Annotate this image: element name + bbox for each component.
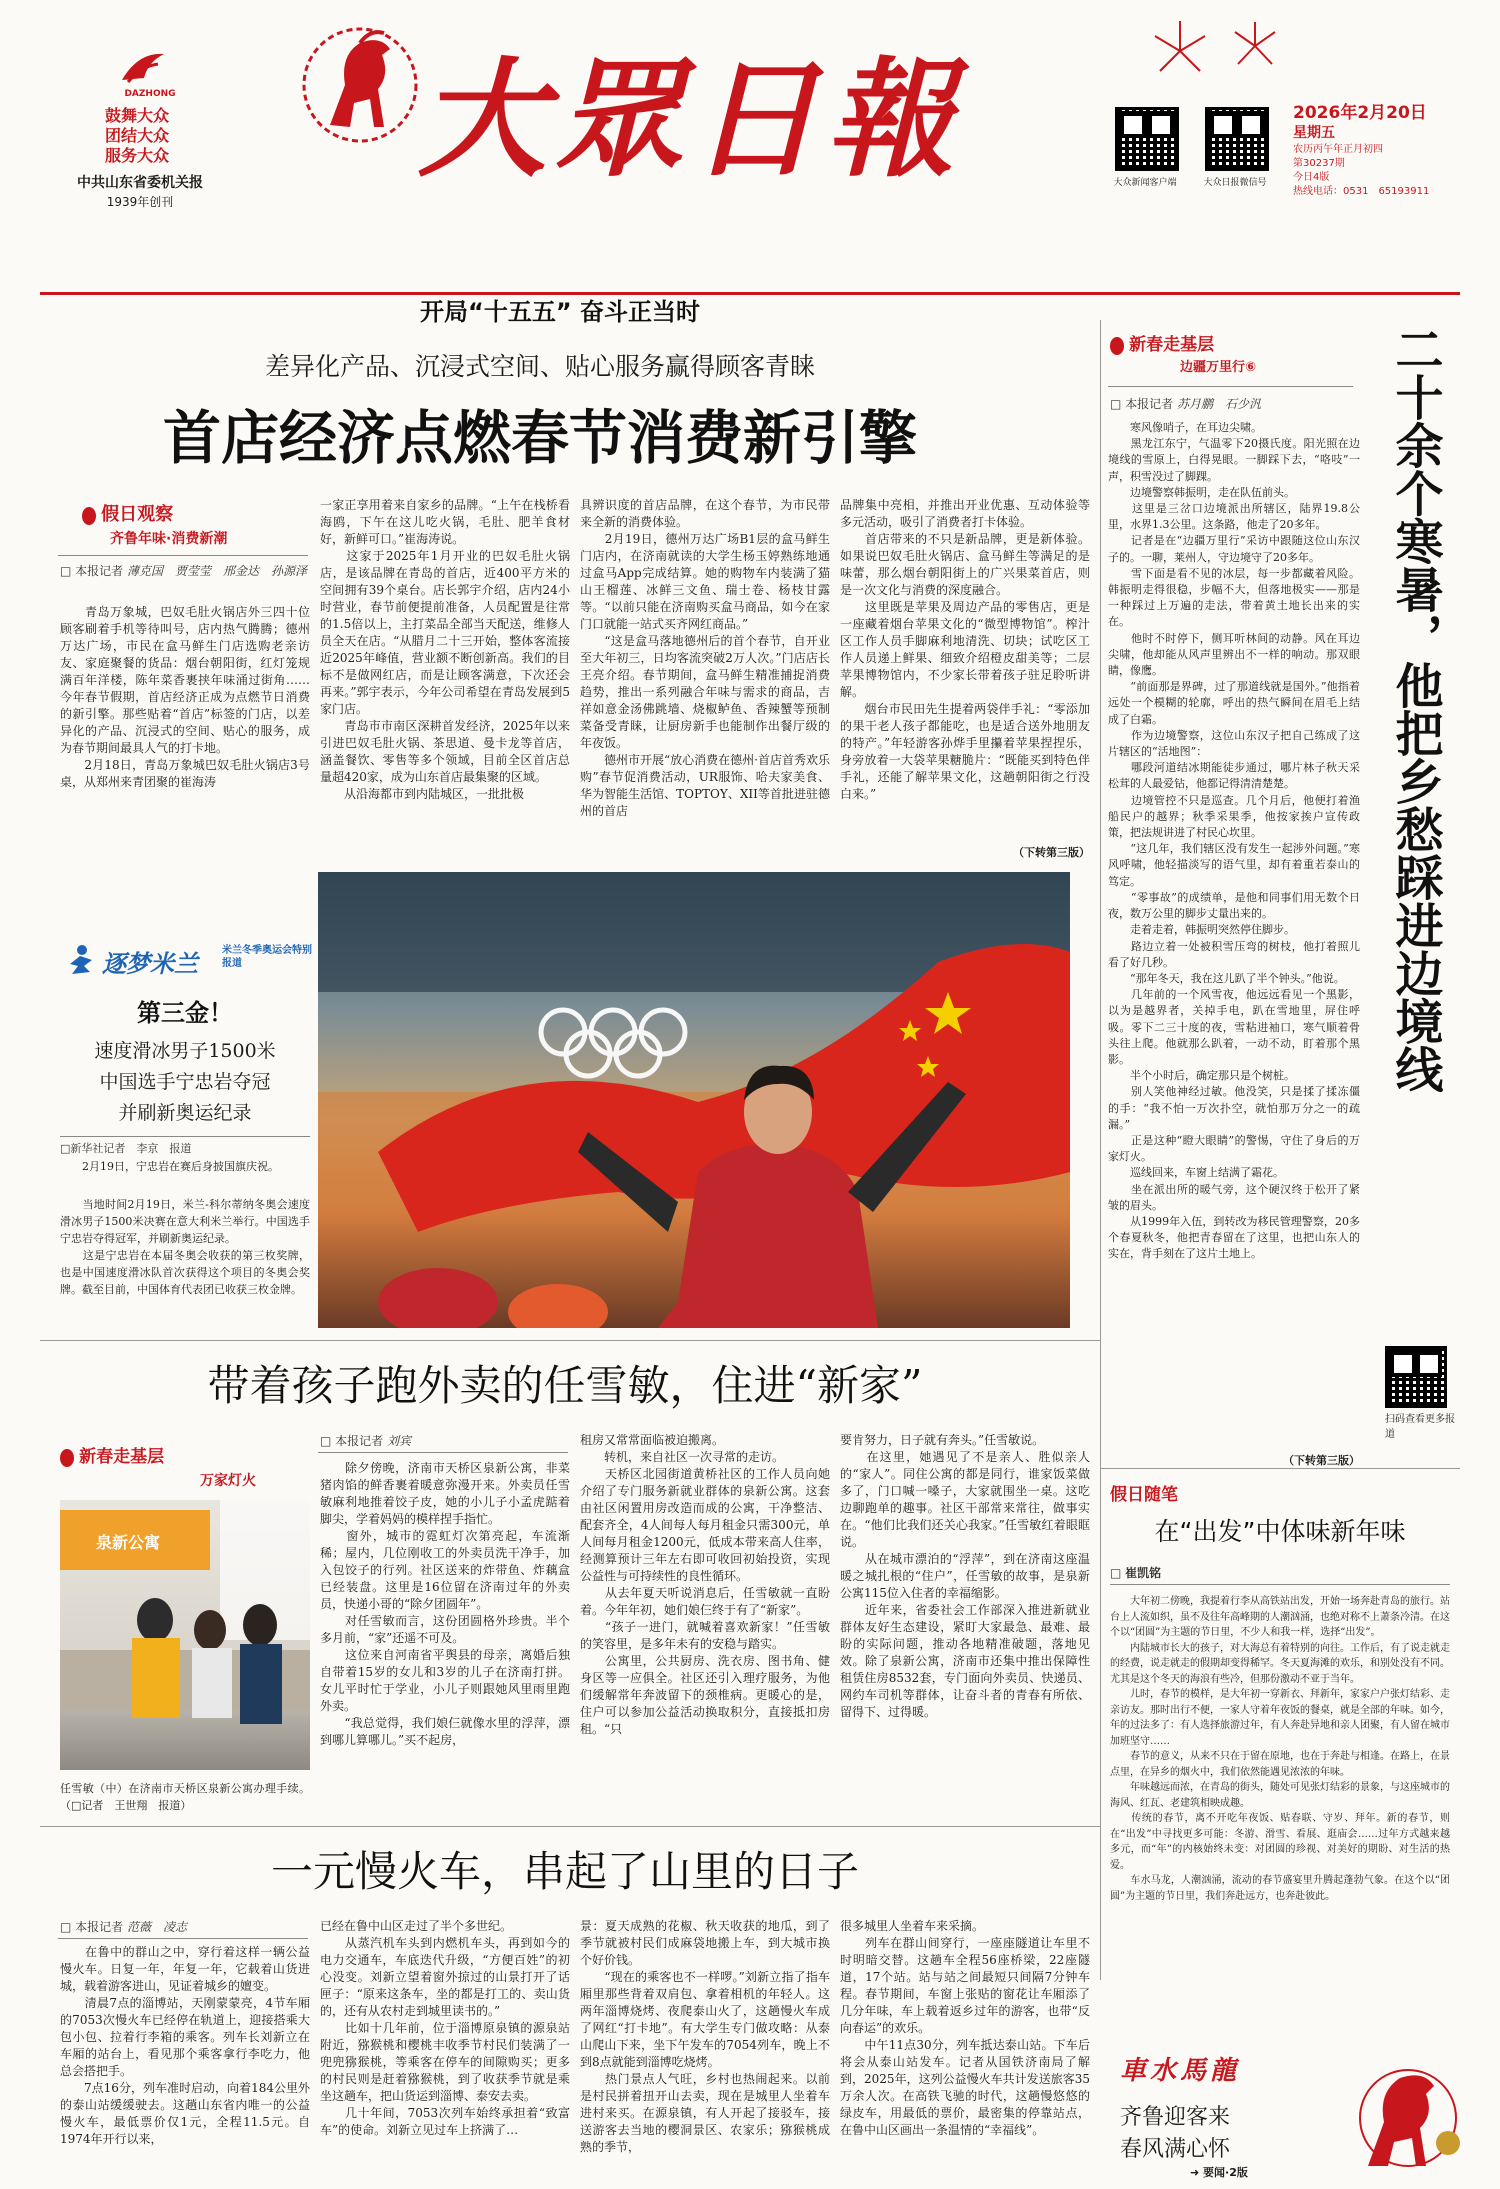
- qr-app-label: 大众新闻客户端: [1113, 178, 1177, 188]
- date-block: [1293, 102, 1463, 199]
- train-byline: [60, 1918, 310, 1935]
- lunar-date: 农历丙午年正月初四: [1293, 144, 1383, 155]
- date: 2026年2月20日: [1293, 103, 1427, 123]
- lantern-icon: [82, 507, 96, 525]
- frontier-tag-rule: [1108, 386, 1353, 387]
- delivery-column-tag: [60, 1442, 300, 1467]
- lead-byline-label: □ 本报记者: [60, 564, 124, 578]
- train-byline-rule: [58, 1938, 308, 1939]
- olympics-deck-2: 中国选手宁忠岩夺冠: [99, 1071, 271, 1093]
- masthead: [0, 0, 1500, 290]
- frontier-qr-code[interactable]: [1385, 1346, 1447, 1408]
- holiday-column-tag: 假日随笔: [1110, 1485, 1178, 1505]
- delivery-column-tag-label: 新春走基层: [79, 1447, 165, 1467]
- olympics-deck: [60, 1036, 310, 1129]
- lead-col-3: 具辨识度的首店品牌，在这个春节，为市民带来全新的消费体验。 2月19日，德州万达广场B1层的盒马鲜生门店内，在济南就读的大学生杨玉婷熟练地通过盒马App完成结算。她的购物车内装满了猫山王榴莲、冰鲜三文鱼、瑞士卷、杨枝甘露等。“以前只能在济南购买盒马商品，如今在家门口就能一站式买齐网红商品。” “这是盒马落地德州后的首个春节，自开业至大年初三，日均客流突破2万人次。”门店店长王亮介绍。春节期间，盒马鲜生精准捕捉消费趋势，推出一系列融合年味与需求的商品，吉祥如意金汤佛跳墙、烧椒鲈鱼、香辣蟹等预制菜备受青睐，让厨房新手也能制作出餐厅级的年夜饭。 德州市开展“放心消费在德州·首店首秀欢乐购”春节促消费活动，UR服饰、哈夫家美食、华为智能生活馆、TOPTOY、XII等首批进驻德州的首店: [580, 498, 830, 818]
- slogan-2: 团结大众: [104, 126, 169, 145]
- lantern-icon: [60, 1449, 74, 1467]
- promo-block: [1100, 2048, 1470, 2178]
- holiday-byline: [1110, 1564, 1450, 1581]
- mid-rule-right: [1100, 1468, 1460, 1469]
- slogan-3: 服务大众: [104, 146, 169, 165]
- delivery-photo-caption: 任雪敏（中）在济南市天桥区泉新公寓办理手续。（□记者 王世翔 报道）: [60, 1782, 310, 1812]
- olympics-title: 第三金！: [137, 999, 233, 1027]
- promo-jump[interactable]: [1190, 2164, 1248, 2180]
- masthead-title: 大眾日報: [417, 45, 962, 195]
- lantern-icon: [1110, 337, 1124, 355]
- lead-tag-rule: [58, 555, 308, 556]
- weekday: 星期五: [1293, 125, 1335, 141]
- olympics-deck-1: 速度滑冰男子1500米: [94, 1040, 276, 1062]
- delivery-byline-label: □ 本报记者: [320, 1434, 384, 1448]
- delivery-title: 带着孩子跑外卖的任雪敏，住进“新家”: [207, 1361, 923, 1410]
- train-rule: [40, 1826, 1100, 1827]
- hotline: [1293, 185, 1463, 199]
- holiday-byline-names: 崔凯铭: [1125, 1566, 1162, 1580]
- photo-caption: 2月19日，宁忠岩在赛后身披国旗庆祝。: [60, 1160, 279, 1173]
- qr-wechat-label: 大众日报微信号: [1203, 178, 1267, 188]
- organ-line: 中共山东省委机关报: [77, 175, 203, 191]
- olympics-banner-sub: 米兰冬季奥运会特别报道: [222, 945, 312, 969]
- qr-code-app[interactable]: [1115, 107, 1179, 171]
- train-col-3: 景：夏天成熟的花椒、秋天收获的地瓜，到了季节就被村民们成麻袋地搬上车，到大城市换个好价钱。 “现在的乘客也不一样啰。”刘新立指了指车厢里那些背着双肩包、拿着相机的年轻人。这两年淄博烧烤、夜爬泰山火了，这趟慢火车成了网红“打卡地”。有大学生专门做攻略：从泰山爬山下来，坐下午发车的7054列车，晚上不到8点就能到淄博吃烧烤。 热门景点人气旺，乡村也热闹起来。以前是村民拼着扭开山去卖，现在是城里人坐着车进村来买。在源泉镇，有人开起了接驳车，接送游客去当地的樱洞景区、农家乐；猕猴桃成熟的季节，: [580, 1919, 830, 2154]
- lead-byline-names: 薄克国 贾莹莹 邢金达 孙源泽: [126, 564, 307, 578]
- lead-col-4: 品牌集中亮相，并推出开业优惠、互动体验等多元活动，吸引了消费者打卡体验。 首店带来的不只是新品牌，更是新体验。如果说巴奴毛肚火锅店、盒马鲜生等满足的是味蕾，那么烟台朝阳街上的广兴果菜首店，则是一次文化与消费的深度融合。 这里既是苹果及周边产品的零售店，更是一座藏着烟台苹果文化的“微型博物馆”。榨汁区工作人员手脚麻利地清洗、切块；试吃区工作人员递上鲜果、细致介绍橙皮甜美等；二层苹果博物馆内，不少家长带着孩子驻足聆听讲解。 烟台市民田先生提着两袋伴手礼：“零添加的果干老人孩子都能吃，也是适合送外地朋友的特产。”年轻游客孙烨手里攥着苹果捏捏乐，身旁放着一大袋苹果糖脆片：“既能买到特色伴手礼，还能了解苹果文化，这趟朝阳街之行没白来。”: [840, 498, 1090, 801]
- lead-subhead: 差异化产品、沉浸式空间、贴心服务赢得顾客青睐: [264, 352, 815, 381]
- fireworks-ornament: [1140, 16, 1300, 86]
- lead-column-tag: [82, 500, 292, 526]
- frontier-column-tag-label: 新春走基层: [1129, 335, 1215, 355]
- delivery-col-1: 除夕傍晚，济南市天桥区泉新公寓，非菜猪肉馅的鲜香裹着暖意弥漫开来。外卖员任雪敏麻利地推着饺子皮，她的小儿子小孟虎踮着脚尖，学着妈妈的模样捏手指忙。 窗外，城市的霓虹灯次第亮起，车流渐稀；屋内，几位刚收工的外卖员洗干净手，加入包饺子的行列。社区送来的炸带鱼、炸藕盒已经装盘。这里是16位留在济南过年的外卖员，快递小哥的“除夕团圆年”。 对任雪敏而言，这份团圆格外珍贵。半个多月前，“家”还遥不可及。 这位来自河南省平舆县的母亲，离婚后独自带着15岁的女儿和3岁的儿子在济南打拼。女儿平时忙于学业，小儿子则跟她风里雨里跑外卖。 “我总觉得，我们娘仨就像水里的浮萍，漂到哪儿算哪儿。”买不起房，: [320, 1461, 570, 1747]
- frontier-continue: （下转第三版）: [1283, 1454, 1360, 1467]
- olympic-rings-icon: [541, 1010, 685, 1076]
- holiday-byline-label: □: [1110, 1566, 1122, 1580]
- lead-kicker: 开局“十五五” 奋斗正当时: [420, 298, 700, 326]
- olympics-rule: [60, 1136, 310, 1137]
- page-count: 今日4版: [1293, 172, 1330, 183]
- brand-en: DAZHONG: [124, 89, 176, 99]
- right-column-divider: [1100, 320, 1101, 1980]
- frontier-byline: [1110, 395, 1355, 412]
- olympics-body: 当地时间2月19日，米兰-科尔蒂纳冬奥会速度滑冰男子1500米决赛在意大利米兰举行。中国选手宁忠岩夺得冠军，并刷新奥运纪录。 这是宁忠岩在本届冬奥会收获的第三枚奖牌，也是中国速度滑冰队首次获得这个项目的冬奥会奖牌。截至目前，中国体育代表团已收获三枚金牌。: [60, 1198, 310, 1296]
- frontier-column-tag: [1110, 330, 1330, 355]
- arrow-right-icon: ➜: [1190, 2166, 1204, 2179]
- frontier-column-sub: 边疆万里行⑥: [1180, 360, 1257, 375]
- hero-photo-svg: [318, 872, 1070, 1328]
- slogans: [82, 106, 192, 166]
- holiday-body: 大年初二傍晚，我提着行李从高铁站出发，开始一场奔赴青岛的旅行。站台上人流如织，虽不及往年高峰期的人潮汹涌，也绝对称不上萧条冷清。在这个以“团圆”为主题的节日里，不少人和我一样，选择“出发”。 内陆城市长大的孩子，对大海总有着特别的向往。工作后，有了说走就走的经费，说走就走的假期却变得稀罕。冬天夏海滩的欢乐，和别处没有不同。尤其是这个冬天的海浪有些冷，但那份激动不亚于当年。 儿时，春节的模样，是大年初一穿新衣、拜新年，家家户户张灯结彩、走亲访友。那时出行不便，一家人守着年夜饭的餐桌，就是全部的年味。如今，年的过法多了：有人选择旅游过年，有人奔赴异地和亲人团聚，有人留在城市加班坚守…… 春节的意义，从来不只在于留在原地，也在于奔赴与相逢。在路上，在景点里，在异乡的烟火中，我们依然能遇见浓浓的年味。 年味越远而浓，在青岛的街头，随处可见张灯结彩的景象，与这座城市的海风、红瓦、老建筑相映成趣。 传统的春节，离不开吃年夜饭、贴春联、守岁、拜年。新的春节，则在“出发”中寻找更多可能：冬游、滑雪、看展、逛庙会……过年方式越来越多元，而“年”的内核始终未变：对团圆的珍视、对美好的期盼、对生活的热爱。 车水马龙，人潮汹涌，流动的春节盛宴里升腾起蓬勃气象。在这个以“团圆”为主题的节日里，我们奔赴远方，也奔赴彼此。: [1110, 1596, 1450, 1902]
- founded-line: 1939年创刊: [106, 195, 174, 209]
- holiday-rule: [1110, 1584, 1450, 1585]
- delivery-column-sub: 万家灯火: [200, 1473, 256, 1489]
- lead-col-2: 一家正享用着来自家乡的品牌。“上午在栈桥看海鸥，下午在这儿吃火锅，毛肚、肥羊食材好，新鲜可口。”崔海涛说。 这家于2025年1月开业的巴奴毛肚火锅店，是该品牌在青岛的首店，近400平方米的空间拥有39个桌台。店长郭宇介绍，店内24小时营业，春节前便提前准备，人员配置是往常的1.5倍以上，主打菜品全部当天配送，维修人员全天在店。“从腊月二十三开始，整体客流接近2025年峰值，营业额不断创新高。我们的目标不是做网红店，而是让顾客满意，下次还会再来。”郭宇表示，今年公司希望在青岛发展到5家门店。 青岛市市南区深耕首发经济，2025年以来引进巴奴毛肚火锅、茶思道、曼卡龙等首店，涵盖餐饮、零售等多个领域，目前全区首店总量超420家，成为山东首店最集聚的区域。 从沿海都市到内陆城区，一批批极: [320, 498, 570, 801]
- fireworks-icon: [1140, 16, 1300, 86]
- hero-photo: [318, 872, 1070, 1328]
- holiday-title: 在“出发”中体味新年味: [1154, 1517, 1406, 1546]
- delivery-byline-names: 刘宾: [386, 1434, 411, 1448]
- olympics-deck-3: 并刷新奥运纪录: [118, 1102, 252, 1124]
- frontier-byline-label: □ 本报记者: [1110, 397, 1174, 411]
- train-col-2: 已经在鲁中山区走过了半个多世纪。 从蒸汽机车头到内燃机车头，再到如今的电力交通车，车底迭代升级，“方便百姓”的初心没变。刘新立望着窗外掠过的山景打开了话匣子：“原来这条车，坐的都是打工的、卖山货的，还有从农村走到城里读书的。” 比如十几年前，位于淄博原泉镇的源泉站附近，猕猴桃和樱桃丰收季节村民们装满了一兜兜猕猴桃，等乘客在停车的间隙购买；更多的村民则是赶着猕猴桃，到了收获季节就是乘坐这趟车，把山货运到淄博、泰安去卖。 几十年间，7053次列车始终承担着“致富车”的使命。刘新立见过车上挤满了…: [320, 1919, 570, 2137]
- issue-number: 第30237期: [1293, 158, 1345, 169]
- photo-byline: □新华社记者 李京 报道: [60, 1142, 192, 1155]
- promo-line-1: 齐鲁迎客来: [1120, 2105, 1231, 2130]
- apartment-sign: 泉新公寓: [96, 1533, 161, 1552]
- promo-jump-label: 要闻·2版: [1203, 2166, 1248, 2179]
- train-byline-label: □ 本报记者: [60, 1920, 124, 1934]
- delivery-col-2: 租房又常常面临被迫搬离。 转机，来自社区一次寻常的走访。 天桥区北园街道黄桥社区的工作人员向她介绍了专门服务新就业群体的泉新公寓。这套由社区闲置用房改造而成的公寓，干净整洁、配套齐全，4人间每人每月租金只需300元，单人间每月租金1200元，低成本带来高人住率，经测算预计三年左右即可收回初始投资，实现公益性与可持续性的良性循环。 从去年夏天听说消息后，任雪敏就一直盼着。今年年初，她们娘仨终于有了“新家”。 “孩子一进门，就喊着喜欢新家！”任雪敏的笑容里，是多年未有的安稳与踏实。 公寓里，公共厨房、洗衣房、图书角、健身区等一应俱全。社区还引入理疗服务，为他们缓解常年奔波留下的颈椎病。更暖心的是，住户可以参加公益活动换取积分，直接抵扣房租。“只: [580, 1433, 830, 1736]
- mid-rule-left: [40, 1340, 1100, 1341]
- delivery-col-3: 要肯努力，日子就有奔头。”任雪敏说。 在这里，她遇见了不是亲人、胜似亲人的“家人”。同住公寓的都是同行，谁家饭菜做多了，门口喊一嗓子，大家就围坐一桌。这吃边聊跑单的趣事。社区干部常来常往，做事实在。“他们比我们还关心我家。”任雪敏红着眼眶说。 从在城市漂泊的“浮萍”，到在济南这座温暖之城扎根的“住户”，任雪敏的故事，是泉新公寓115位入住者的幸福缩影。 近年来，省委社会工作部深入推进新就业群体友好生态建设，紧盯大家最急、最难、最盼的实际问题，推动各地精准破题，落地见效。除了泉新公寓，济南市还集中推出保障性租赁住房8532套，专门面向外卖员、快递员、网约车司机等群体，让奋斗者的青春有所依、留得下、过得暖。: [840, 1433, 1090, 1719]
- frontier-title: 二十余个寒暑，他把乡愁踩进边境线: [1387, 325, 1443, 1093]
- slogan-1: 鼓舞大众: [104, 106, 169, 125]
- skater-icon: [60, 942, 100, 976]
- lead-continue: （下转第三版）: [1013, 846, 1090, 859]
- horse-icon: [1328, 2048, 1468, 2178]
- train-title: 一元慢火车，串起了山里的日子: [270, 1847, 859, 1896]
- promo-line-2: 春风满心怀: [1120, 2137, 1231, 2162]
- frontier-body: 寒风像哨子，在耳边尖啸。 黑龙江东宁，气温零下20摄氏度。阳光照在边境线的雪原上，白得晃眼。一脚踩下去，“咯吱”一声，积雪没过了脚踝。 边境警察韩振明，走在队伍前头。 这里是三岔口边境派出所辖区，陆界19.8公里，水界1.3公里。这条路，他走了20多年。 记者是在“边疆万里行”采访中跟随这位山东汉子的。一聊，莱州人，守边境守了20多年。 雪下面是看不见的冰层，每一步都藏着风险。韩振明走得很稳，步幅不大，但落地极实——那是一种踩过上万遍的走法，带着黄土地长出来的实在。 他时不时停下，侧耳听林间的动静。风在耳边尖啸，他却能从风声里辨出不一样的响动。那双眼睛，像鹰。 “前面那是界碑，过了那道线就是国外。”他指着远处一个模糊的轮廓，呼出的热气瞬间在眉毛上结成了白霜。 作为边境警察，这位山东汉子把自己练成了这片辖区的“活地图”： 哪段河道结冰期能徒步通过，哪片林子秋天采松茸的人最爱钻，他都记得清清楚楚。 边境管控不只是巡查。几个月后，他便打着渔船民户的越界；秋季采果季，他按家挨户宣传政策，把法规讲进了村民心坎里。 “这几年，我们辖区没有发生一起涉外问题。”寒风呼啸，他轻描淡写的语气里，却有着重若泰山的笃定。 “零事故”的成绩单，是他和同事们用无数个日夜，数万公里的脚步丈量出来的。 走着走着，韩振明突然停住脚步。 路边立着一处被积雪压弯的树枝，他打着照儿看了好几秒。 “那年冬天，我在这儿趴了半个钟头。”他说。 几年前的一个风雪夜，他远远看见一个黑影，以为是越界者，关掉手电，趴在雪地里，屏住呼吸。零下二三十度的夜，雪粘进袖口，寒气顺着骨头往上爬。他就那么趴着，一动不动，盯着那个黑影。 半个小时后，确定那只是个树桩。 别人笑他神经过敏。他没笑，只是揉了揉冻僵的手：“我不怕一万次扑空，就怕那万分之一的疏漏。” 正是这种“瞪大眼睛”的警惕，守住了身后的万家灯火。 巡线回来，车窗上结满了霜花。 坐在派出所的暖气旁，这个硬汉终于松开了紧皱的眉头。 从1999年入伍，到转改为移民管理警察，20多个春夏秋冬，他把青春留在了这里，也把山东人的实在，背手刻在了这片土地上。: [1108, 421, 1360, 1261]
- frontier-byline-names: 苏月鹏 石少汎: [1176, 397, 1261, 411]
- lead-byline: [60, 562, 310, 579]
- brand-logo: [118, 48, 168, 88]
- train-col-1: 在鲁中的群山之中，穿行着这样一辆公益慢火车。日复一年，年复一年，它载着山货进城，载着游客进山，见证着城乡的嬗变。 清晨7点的淄博站，天刚蒙蒙亮，4节车厢的7053次慢火车已经停在轨道上，迎接搭乘大包小包、拉着行李箱的乘客。列车长刘新立在车厢的站台上，看见那个乘客拿行李吃力，他总会搭把手。 7点16分，列车准时启动，向着184公里外的泰山站缓缓驶去。这趟山东省内唯一的公益慢火车，最低票价仅1元，全程11.5元。自1974年开行以来，: [60, 1945, 310, 2146]
- hotline-number: 0531 65193911: [1343, 186, 1430, 197]
- promo-calligraphy: 車水馬龍: [1120, 2056, 1241, 2086]
- delivery-photo: [60, 1500, 310, 1770]
- frontier-qr-label: 扫码查看更多报道: [1385, 1414, 1455, 1440]
- olympics-banner: [60, 940, 310, 980]
- delivery-byline: [320, 1432, 570, 1449]
- delivery-byline-rule: [318, 1452, 568, 1453]
- qr-code-wechat[interactable]: [1205, 107, 1269, 171]
- olympics-banner-title: 逐梦米兰: [102, 950, 198, 978]
- brand-bird-icon: [118, 48, 168, 88]
- lead-col-1: 青岛万象城，巴奴毛肚火锅店外三四十位顾客刷着手机等待叫号，店内热气腾腾；德州万达广场，市民在盒马鲜生门店选购老亲访友、家庭聚餐的货品：烟台朝阳街，红灯笼规满百年洋楼，陈年菜香裹挟年味涌过街角……今年春节假期，首店经济正成为点燃节日消费的新引擎。那些贴着“首店”标签的门店，以差异化的产品、沉浸式的空间、贴心的服务，成为春节期间最具人气的打卡地。 2月18日，青岛万象城巴奴毛肚火锅店3号桌，从郑州来青团聚的崔海涛: [60, 605, 310, 789]
- lead-column-tag-label: 假日观察: [101, 504, 174, 525]
- lead-column-sub: 齐鲁年味·消费新潮: [110, 531, 228, 547]
- train-col-4: 很多城里人坐着车来采摘。 列车在群山间穿行，一座座隧道让车里不时明暗交替。这趟车全程56座桥梁，22座隧道，17个站。站与站之间最短只间隔7分钟车程。春节期间，车窗上张贴的窗花让车厢添了几分年味，车上载着返乡过年的游客，也带“反向春运”的欢乐。 中午11点30分，列车抵达泰山站。下车后将会从泰山站发车。记者从国铁济南局了解到，2025年，这列公益慢火车共计发送旅客35万余人次。在高铁飞驰的时代，这趟慢悠悠的绿皮车，用最低的票价，最密集的停靠站点，在鲁中山区画出一条温情的“幸福线”。: [840, 1919, 1090, 2137]
- hotline-label: 热线电话：: [1293, 186, 1343, 197]
- lead-title: 首店经济点燃春节消费新引擎: [162, 404, 917, 472]
- train-byline-names: 范薇 凌志: [126, 1920, 187, 1934]
